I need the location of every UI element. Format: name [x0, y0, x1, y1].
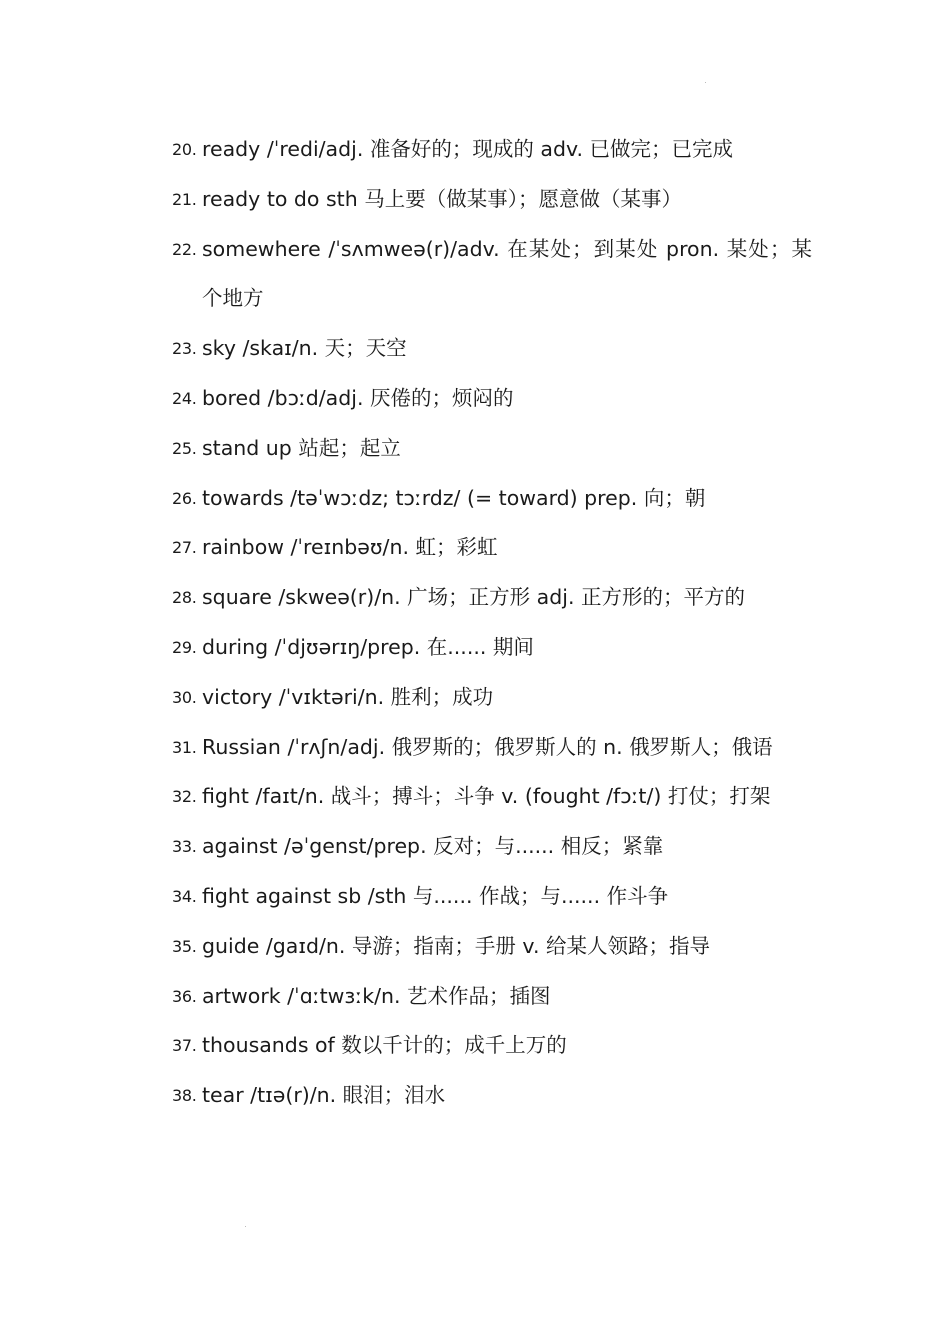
vocab-entry [172, 723, 812, 773]
vocab-entry [172, 573, 812, 623]
entry-number: 35. [172, 936, 197, 956]
entry-number: 32. [172, 787, 197, 807]
entry-number: 27. [172, 538, 197, 558]
vocab-entry [172, 922, 812, 972]
page-speck [245, 1226, 246, 1227]
entry-number: 29. [172, 637, 197, 657]
vocab-entry [172, 324, 812, 374]
entry-text: artwork /ˈɑːtwɜːk/n. 艺术作品；插图 [202, 983, 551, 1008]
entry-number: 33. [172, 837, 197, 857]
entry-text: victory /ˈvɪktəri/n. 胜利；成功 [202, 684, 494, 709]
entry-text: towards /təˈwɔːdz; tɔːrdz/ (= toward) prep. 向；朝 [202, 485, 706, 510]
vocab-entry [172, 474, 812, 524]
entry-number: 28. [172, 588, 197, 608]
entry-text: bored /bɔːd/adj. 厌倦的；烦闷的 [202, 385, 514, 410]
entry-text: rainbow /ˈreɪnbəʊ/n. 虹；彩虹 [202, 535, 498, 560]
entry-number: 37. [172, 1036, 197, 1056]
entry-text: stand up 站起；起立 [202, 435, 401, 460]
vocab-entry [172, 673, 812, 723]
entry-number: 25. [172, 438, 197, 458]
vocab-entry [172, 772, 812, 822]
vocab-entry [172, 972, 812, 1022]
entry-number: 20. [172, 140, 197, 159]
vocab-entry [172, 175, 812, 225]
entry-number: 36. [172, 986, 197, 1006]
entry-text: sky /skaɪ/n. 天；天空 [202, 336, 407, 361]
entry-text: fight /faɪt/n. 战斗；搏斗；斗争 v. (fought /fɔːt/) 打仗；打架 [202, 784, 771, 809]
entry-number: 30. [172, 687, 197, 707]
vocab-entry [172, 872, 812, 922]
entry-text: thousands of 数以千计的；成千上万的 [202, 1033, 567, 1058]
entry-text: square /skweə(r)/n. 广场；正方形 adj. 正方形的；平方的 [202, 585, 745, 610]
vocabulary-list [172, 125, 812, 1121]
vocab-entry [172, 1071, 812, 1121]
entry-text: Russian /ˈrʌʃn/adj. 俄罗斯的；俄罗斯人的 n. 俄罗斯人；俄语 [202, 734, 773, 759]
entry-text: ready to do sth 马上要（做某事）；愿意做（某事） [202, 186, 682, 211]
vocab-entry [172, 822, 812, 872]
vocab-entry [172, 125, 812, 175]
entry-number: 34. [172, 886, 197, 906]
vocab-entry [172, 225, 812, 325]
vocab-entry [172, 523, 812, 573]
entry-text: ready /ˈredi/adj. 准备好的；现成的 adv. 已做完；已完成 [202, 137, 734, 161]
vocab-entry [172, 1021, 812, 1071]
entry-number: 38. [172, 1086, 197, 1106]
entry-number: 21. [172, 189, 197, 209]
entry-text: during /ˈdjʊərɪŋ/prep. 在...... 期间 [202, 634, 534, 659]
entry-text: somewhere /ˈsʌmweə(r)/adv. 在某处；到某处 pron. 某处；某个地方 [202, 236, 812, 311]
entry-number: 31. [172, 737, 197, 757]
entry-text: guide /gaɪd/n. 导游；指南；手册 v. 给某人领路；指导 [202, 933, 710, 958]
entry-number: 26. [172, 488, 197, 508]
entry-text: tear /tɪə(r)/n. 眼泪；泪水 [202, 1083, 446, 1108]
vocab-entry [172, 374, 812, 424]
entry-number: 23. [172, 339, 197, 359]
vocab-entry [172, 424, 812, 474]
entry-text: against /əˈgenst/prep. 反对；与...... 相反；紧靠 [202, 834, 664, 859]
entry-number: 22. [172, 239, 197, 259]
entry-text: fight against sb /sth 与...... 作战；与...... 作斗争 [202, 883, 669, 908]
entry-number: 24. [172, 388, 197, 408]
vocab-entry [172, 623, 812, 673]
page-speck [705, 82, 706, 83]
